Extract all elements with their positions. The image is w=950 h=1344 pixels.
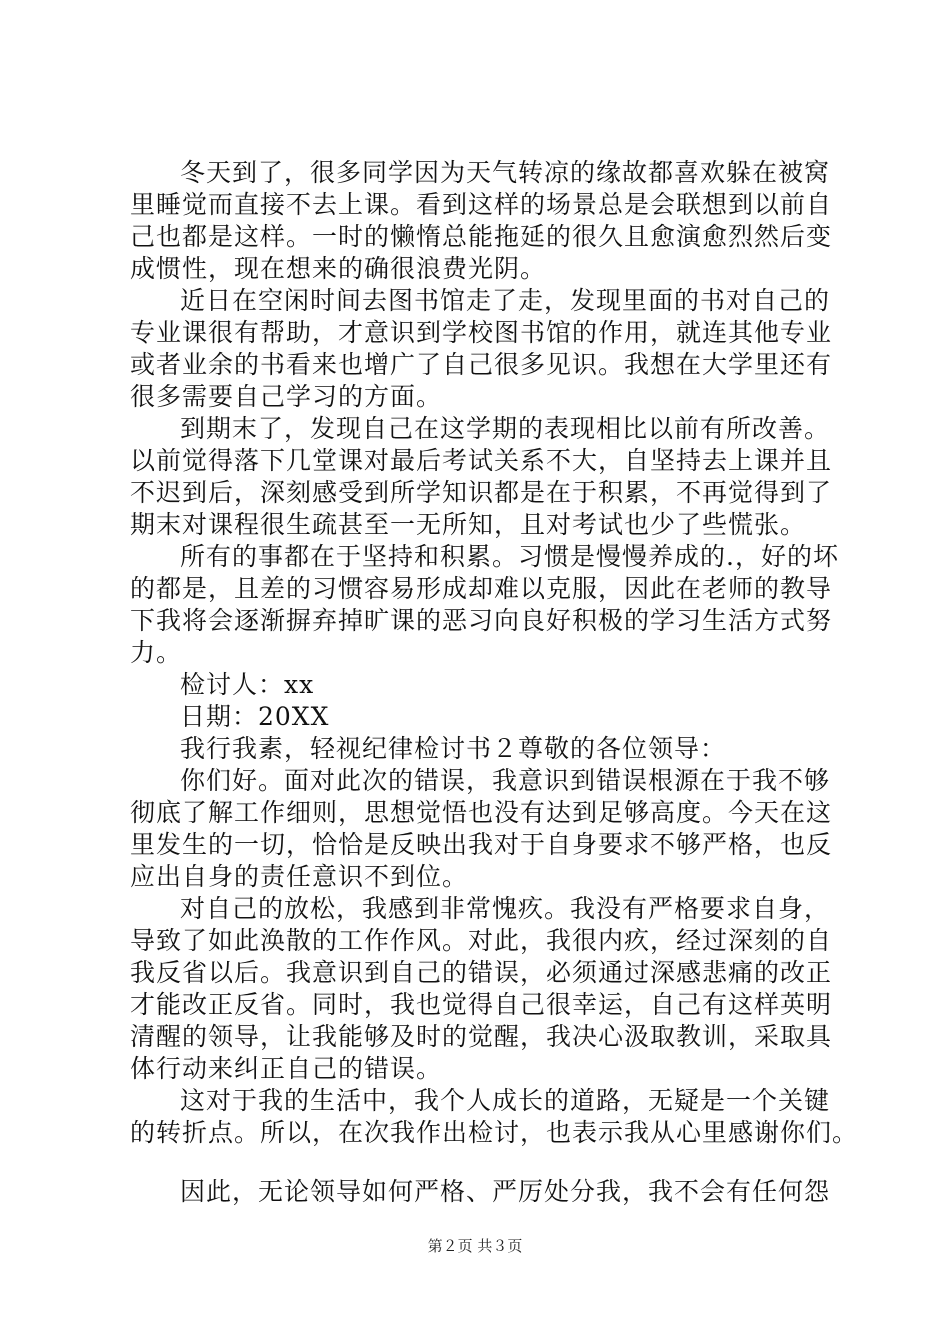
text-line: 或者业余的书看来也增广了自己很多见识。我想在大学里还有 xyxy=(130,350,833,379)
text-line: 你们好。面对此次的错误，我意识到错误根源在于我不够 xyxy=(180,766,831,795)
text-line: 很多需要自己学习的方面。 xyxy=(130,382,443,411)
text-line: 的转折点。所以，在次我作出检讨，也表示我从心里感谢你们。 xyxy=(130,1118,859,1147)
text-line: 体行动来纠正自己的错误。 xyxy=(130,1054,443,1083)
text-line: 因此，无论领导如何严格、严厉处分我，我不会有任何怨 xyxy=(180,1177,831,1206)
text-line: 彻底了解工作细则，思想觉悟也没有达到足够高度。今天在这 xyxy=(130,798,833,827)
text-line: 才能改正反省。同时，我也觉得自己很幸运，自己有这样英明 xyxy=(130,990,833,1019)
text-line: 冬天到了，很多同学因为天气转凉的缘故都喜欢躲在被窝 xyxy=(180,158,831,187)
text-line: 我行我素，轻视纪律检讨书２尊敬的各位领导： xyxy=(180,734,727,763)
text-line: 到期末了，发现自己在这学期的表现相比以前有所改善。 xyxy=(180,414,831,443)
text-line: 这对于我的生活中，我个人成长的道路，无疑是一个关键 xyxy=(180,1086,831,1115)
text-line: 检讨人：xx xyxy=(180,670,315,699)
document-body xyxy=(130,157,859,1208)
text-line: 不迟到后，深刻感受到所学知识都是在于积累，不再觉得到了 xyxy=(130,478,833,507)
text-line: 所有的事都在于坚持和积累。习惯是慢慢养成的.，好的坏 xyxy=(180,542,839,571)
text-line: 专业课很有帮助，才意识到学校图书馆的作用，就连其他专业 xyxy=(130,318,833,347)
text-line: 日期：20XX xyxy=(180,702,330,731)
text-line: 导致了如此涣散的工作作风。对此，我很内疚，经过深刻的自 xyxy=(130,926,833,955)
text-line: 以前觉得落下几堂课对最后考试关系不大，自坚持去上课并且 xyxy=(130,446,833,475)
text-line: 清醒的领导，让我能够及时的觉醒，我决心汲取教训，采取具 xyxy=(130,1022,833,1051)
text-line: 对自己的放松，我感到非常愧疚。我没有严格要求自身， xyxy=(180,894,831,923)
text-line: 我反省以后。我意识到自己的错误，必须通过深感悲痛的改正 xyxy=(130,958,833,987)
text-line: 里发生的一切，恰恰是反映出我对于自身要求不够严格，也反 xyxy=(130,830,833,859)
text-line: 下我将会逐渐摒弃掉旷课的恶习向良好积极的学习生活方式努 xyxy=(130,606,833,635)
text-line: 里睡觉而直接不去上课。看到这样的场景总是会联想到以前自 xyxy=(130,190,833,219)
page-footer: 第２页 共３页 xyxy=(427,1237,523,1255)
text-line: 近日在空闲时间去图书馆走了走，发现里面的书对自己的 xyxy=(180,286,831,315)
text-line: 应出自身的责任意识不到位。 xyxy=(130,862,469,891)
paragraph-gap xyxy=(130,1149,830,1176)
text-line: 己也都是这样。一时的懒惰总能拖延的很久且愈演愈烈然后变 xyxy=(130,222,833,251)
text-line: 力。 xyxy=(130,638,183,667)
text-line: 期末对课程很生疏甚至一无所知，且对考试也少了些慌张。 xyxy=(130,510,807,539)
text-line: 成惯性，现在想来的确很浪费光阴。 xyxy=(130,254,547,283)
text-line: 的都是，且差的习惯容易形成却难以克服，因此在老师的教导 xyxy=(130,574,833,603)
